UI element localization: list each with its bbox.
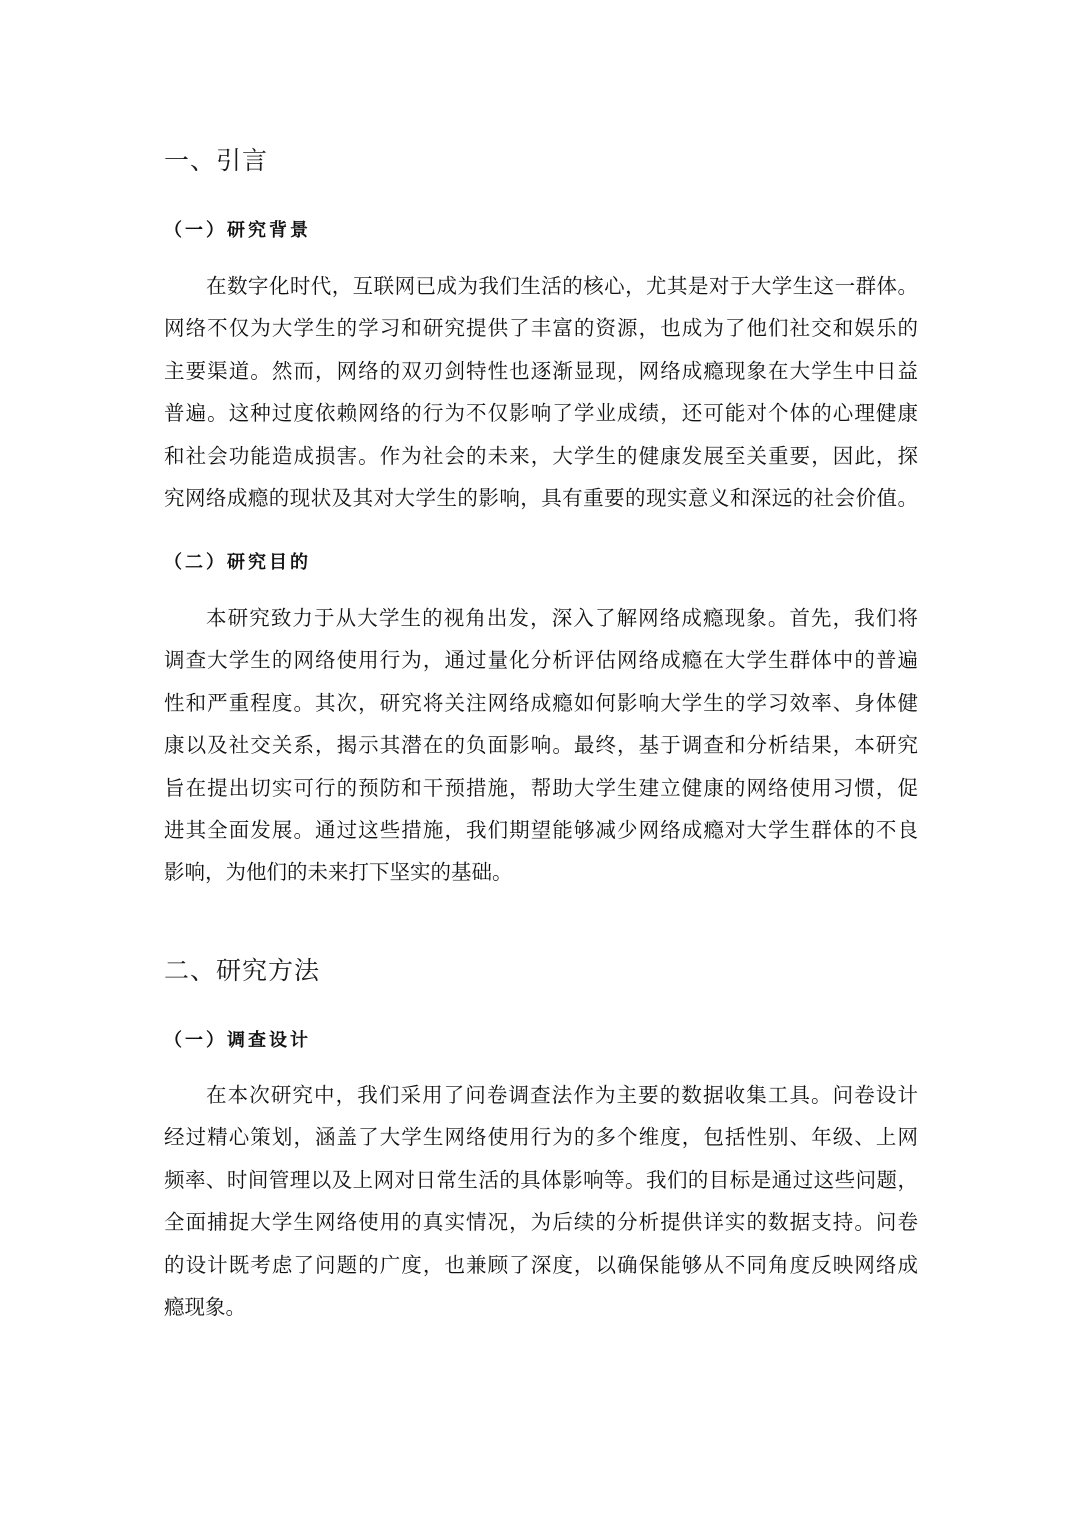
- paragraph-line: 经过精心策划，涵盖了大学生网络使用行为的多个维度，包括性别、年级、上网: [164, 1125, 918, 1150]
- document-page: [164, 0, 918, 1527]
- paragraph-line: 全面捕捉大学生网络使用的真实情况，为后续的分析提供详实的数据支持。问卷: [164, 1210, 918, 1235]
- paragraph-line: 影响，为他们的未来打下坚实的基础。: [164, 860, 513, 885]
- section-heading-introduction: 一、引言: [164, 146, 269, 175]
- paragraph-line: 瘾现象。: [164, 1294, 246, 1319]
- paragraph-line: 调查大学生的网络使用行为，通过量化分析评估网络成瘾在大学生群体中的普遍: [164, 648, 918, 673]
- paragraph-survey-design: [164, 1074, 918, 1328]
- paragraph-line: 普遍。这种过度依赖网络的行为不仅影响了学业成绩，还可能对个体的心理健康: [164, 401, 918, 426]
- paragraph-line: 主要渠道。然而，网络的双刃剑特性也逐渐显现，网络成瘾现象在大学生中日益: [164, 358, 918, 383]
- paragraph-line: 的设计既考虑了问题的广度，也兼顾了深度，以确保能够从不同角度反映网络成: [164, 1252, 918, 1277]
- paragraph-line: 在本次研究中，我们采用了问卷调查法作为主要的数据收集工具。问卷设计: [206, 1083, 918, 1107]
- paragraph-line: 性和严重程度。其次，研究将关注网络成瘾如何影响大学生的学习效率、身体健: [164, 690, 918, 715]
- paragraph-line: 在数字化时代，互联网已成为我们生活的核心，尤其是对于大学生这一群体。: [206, 274, 918, 298]
- subsection-heading-research-purpose: （二）研究目的: [164, 552, 311, 573]
- paragraph-research-background: [164, 265, 918, 519]
- paragraph-line: 康以及社交关系，揭示其潜在的负面影响。最终，基于调查和分析结果，本研究: [164, 733, 918, 758]
- paragraph-line: 究网络成瘾的现状及其对大学生的影响，具有重要的现实意义和深远的社会价值。: [164, 485, 918, 510]
- section-heading-research-methods: 二、研究方法: [164, 956, 321, 985]
- paragraph-line: 进其全面发展。通过这些措施，我们期望能够减少网络成瘾对大学生群体的不良: [164, 817, 918, 842]
- paragraph-line: 和社会功能造成损害。作为社会的未来，大学生的健康发展至关重要，因此，探: [164, 443, 918, 468]
- paragraph-line: 本研究致力于从大学生的视角出发，深入了解网络成瘾现象。首先，我们将: [206, 606, 918, 630]
- subsection-heading-survey-design: （一）调查设计: [164, 1030, 311, 1051]
- paragraph-line: 网络不仅为大学生的学习和研究提供了丰富的资源，也成为了他们社交和娱乐的: [164, 316, 918, 341]
- paragraph-line: 旨在提出切实可行的预防和干预措施，帮助大学生建立健康的网络使用习惯，促: [164, 775, 918, 800]
- subsection-heading-research-background: （一）研究背景: [164, 220, 311, 241]
- paragraph-line: 频率、时间管理以及上网对日常生活的具体影响等。我们的目标是通过这些问题，: [164, 1167, 918, 1192]
- paragraph-research-purpose: [164, 597, 918, 894]
